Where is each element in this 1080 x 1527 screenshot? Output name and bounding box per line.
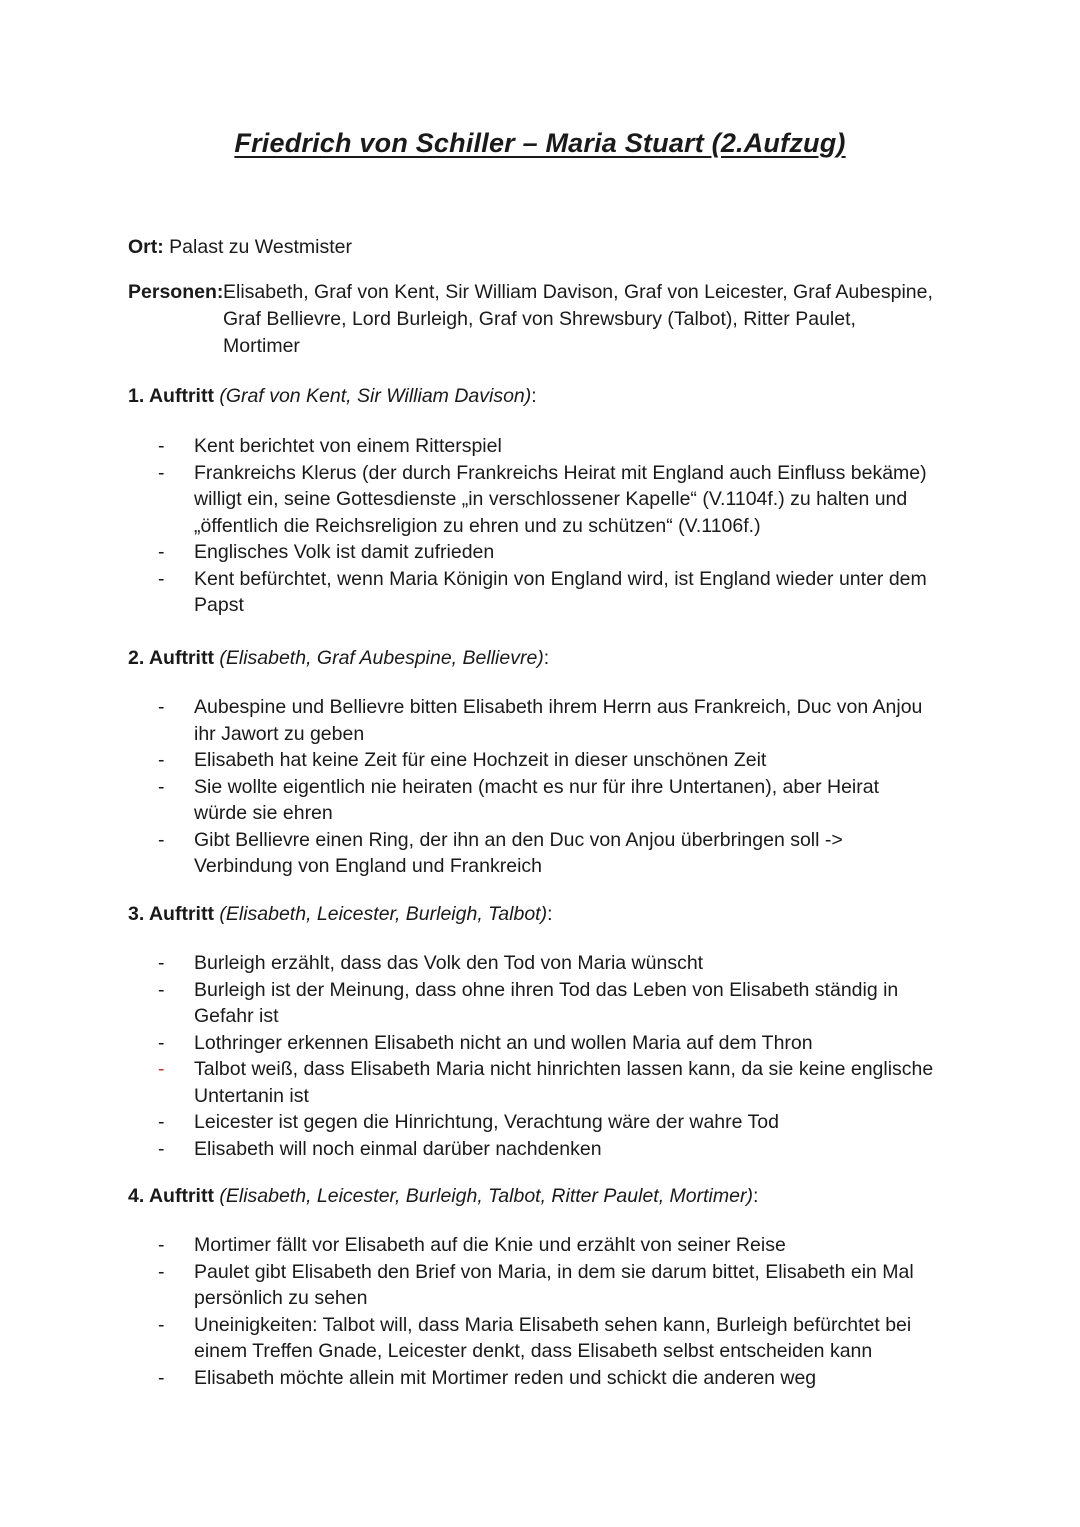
list-item-line: würde sie ehren xyxy=(194,802,333,824)
location-label: Ort: xyxy=(128,236,164,258)
list-item xyxy=(0,1232,1080,1259)
list-item xyxy=(0,977,1080,1030)
bullet-dash: - xyxy=(158,1111,165,1133)
scene-bullet-list xyxy=(0,433,1080,619)
list-item-line: Burleigh erzählt, dass das Volk den Tod von Maria wünscht xyxy=(194,952,704,974)
list-item-line: Uneinigkeiten: Talbot will, dass Maria Elisabeth sehen kann, Burleigh befürchtet bei xyxy=(194,1313,912,1336)
scene-colon: : xyxy=(752,1185,759,1207)
list-item xyxy=(0,1136,1080,1163)
list-item xyxy=(0,774,1080,827)
bullet-dash: - xyxy=(158,696,165,718)
list-item-line: Lothringer erkennen Elisabeth nicht an und wollen Maria auf dem Thron xyxy=(194,1031,813,1054)
persons-label: Personen: xyxy=(128,281,224,303)
scene-label: 1. Auftritt xyxy=(128,385,214,407)
list-item-line: einem Treffen Gnade, Leicester denkt, dass Elisabeth selbst entscheiden kann xyxy=(194,1340,873,1362)
bullet-dash: - xyxy=(158,461,165,484)
list-item-line: persönlich zu sehen xyxy=(194,1287,368,1309)
bullet-dash: - xyxy=(158,541,165,563)
list-item-line: Verbindung von England und Frankreich xyxy=(194,855,542,877)
scene-colon: : xyxy=(543,647,550,669)
list-item-line: Talbot weiß, dass Elisabeth Maria nicht hinrichten lassen kann, da sie keine englische xyxy=(194,1058,934,1080)
scene-label: 2. Auftritt xyxy=(128,647,214,669)
list-item-line: Sie wollte eigentlich nie heiraten (macht es nur für ihre Untertanen), aber Heirat xyxy=(194,775,880,798)
list-item-line: Papst xyxy=(194,594,244,616)
scene-colon: : xyxy=(547,903,553,925)
bullet-dash: - xyxy=(158,952,165,974)
list-item-line: Englisches Volk ist damit zufrieden xyxy=(194,541,495,563)
bullet-dash: - xyxy=(158,775,165,798)
list-item-line: Gibt Bellievre einen Ring, der ihn an den Duc von Anjou überbringen soll -> xyxy=(194,828,843,851)
list-item xyxy=(0,747,1080,774)
persons-line: Elisabeth, Graf von Kent, Sir William Davison, Graf von Leicester, Graf Aubespine, xyxy=(223,281,933,303)
list-item xyxy=(0,694,1080,747)
scene-persons: (Elisabeth, Graf Aubespine, Bellievre) xyxy=(219,647,544,669)
list-item-line: Leicester ist gegen die Hinrichtung, Verachtung wäre der wahre Tod xyxy=(194,1111,779,1133)
bullet-dash: - xyxy=(158,1366,165,1389)
list-item-line: Paulet gibt Elisabeth den Brief von Maria, in dem sie darum bittet, Elisabeth ein Mal xyxy=(194,1260,914,1283)
list-item xyxy=(0,1312,1080,1365)
list-item xyxy=(0,1259,1080,1312)
scene-heading xyxy=(128,385,537,408)
scene-colon: : xyxy=(531,385,537,407)
list-item-line: willigt ein, seine Gottesdienste „in verschlossener Kapelle“ (V.1104f.) zu halten und xyxy=(194,488,908,510)
scene-bullet-list xyxy=(0,950,1080,1162)
scene-heading xyxy=(128,647,549,670)
scene-persons: (Elisabeth, Leicester, Burleigh, Talbot) xyxy=(219,903,548,925)
scene-persons: (Elisabeth, Leicester, Burleigh, Talbot, Ritter Paulet, Mortimer) xyxy=(219,1185,753,1207)
persons-line: Mortimer xyxy=(223,335,300,357)
list-item-line: Aubespine und Bellievre bitten Elisabeth ihrem Herrn aus Frankreich, Duc von Anjou xyxy=(194,696,923,718)
persons-block xyxy=(128,279,1008,357)
bullet-dash: - xyxy=(158,828,165,851)
list-item xyxy=(0,539,1080,566)
list-item-line: Kent berichtet von einem Ritterspiel xyxy=(194,435,502,457)
location-line xyxy=(128,236,352,259)
list-item-line: Mortimer fällt vor Elisabeth auf die Knie und erzählt von seiner Reise xyxy=(194,1234,786,1256)
persons-line: Graf Bellievre, Lord Burleigh, Graf von Shrewsbury (Talbot), Ritter Paulet, xyxy=(223,308,856,330)
scene-label: 4. Auftritt xyxy=(128,1185,214,1207)
scene-bullet-list xyxy=(0,694,1080,880)
list-item xyxy=(0,1365,1080,1392)
list-item-line: Untertanin ist xyxy=(194,1084,309,1107)
list-item-line: Elisabeth will noch einmal darüber nachdenken xyxy=(194,1137,602,1160)
list-item xyxy=(0,950,1080,977)
bullet-dash: - xyxy=(158,749,165,771)
list-item xyxy=(0,433,1080,460)
scene-bullet-list xyxy=(0,1232,1080,1391)
list-item-line: „öffentlich die Reichsreligion zu ehren und zu schützen“ (V.1106f.) xyxy=(194,514,761,537)
list-item-line: Gefahr ist xyxy=(194,1005,279,1027)
list-item xyxy=(0,566,1080,619)
bullet-dash: - xyxy=(158,978,165,1001)
list-item-line: Frankreichs Klerus (der durch Frankreichs Heirat mit England auch Einfluss bekäme) xyxy=(194,461,927,484)
location-value: Palast zu Westmister xyxy=(169,236,352,258)
bullet-dash: - xyxy=(158,1260,165,1283)
scene-persons: (Graf von Kent, Sir William Davison) xyxy=(219,385,532,407)
bullet-dash: - xyxy=(158,1031,165,1054)
list-item xyxy=(0,1056,1080,1109)
scene-heading xyxy=(128,1185,758,1208)
scene-heading xyxy=(128,903,553,926)
list-item-line: Burleigh ist der Meinung, dass ohne ihren Tod das Leben von Elisabeth ständig in xyxy=(194,978,899,1001)
list-item xyxy=(0,1030,1080,1057)
list-item xyxy=(0,1109,1080,1136)
bullet-dash: - xyxy=(158,1313,165,1336)
scene-label: 3. Auftritt xyxy=(128,903,214,925)
list-item-line: ihr Jawort zu geben xyxy=(194,722,365,745)
list-item xyxy=(0,827,1080,880)
bullet-dash: - xyxy=(158,567,165,590)
persons-list xyxy=(223,279,1003,360)
list-item-line: Kent befürchtet, wenn Maria Königin von England wird, ist England wieder unter dem xyxy=(194,567,927,590)
list-item-line: Elisabeth hat keine Zeit für eine Hochzeit in dieser unschönen Zeit xyxy=(194,749,767,771)
list-item-line: Elisabeth möchte allein mit Mortimer reden und schickt die anderen weg xyxy=(194,1366,817,1389)
bullet-dash: - xyxy=(158,1137,165,1160)
bullet-dash: - xyxy=(158,435,165,457)
document-title: Friedrich von Schiller – Maria Stuart (2.Aufzug) xyxy=(234,128,846,158)
list-item xyxy=(0,460,1080,540)
bullet-dash: - xyxy=(158,1058,165,1080)
bullet-dash: - xyxy=(158,1234,165,1256)
